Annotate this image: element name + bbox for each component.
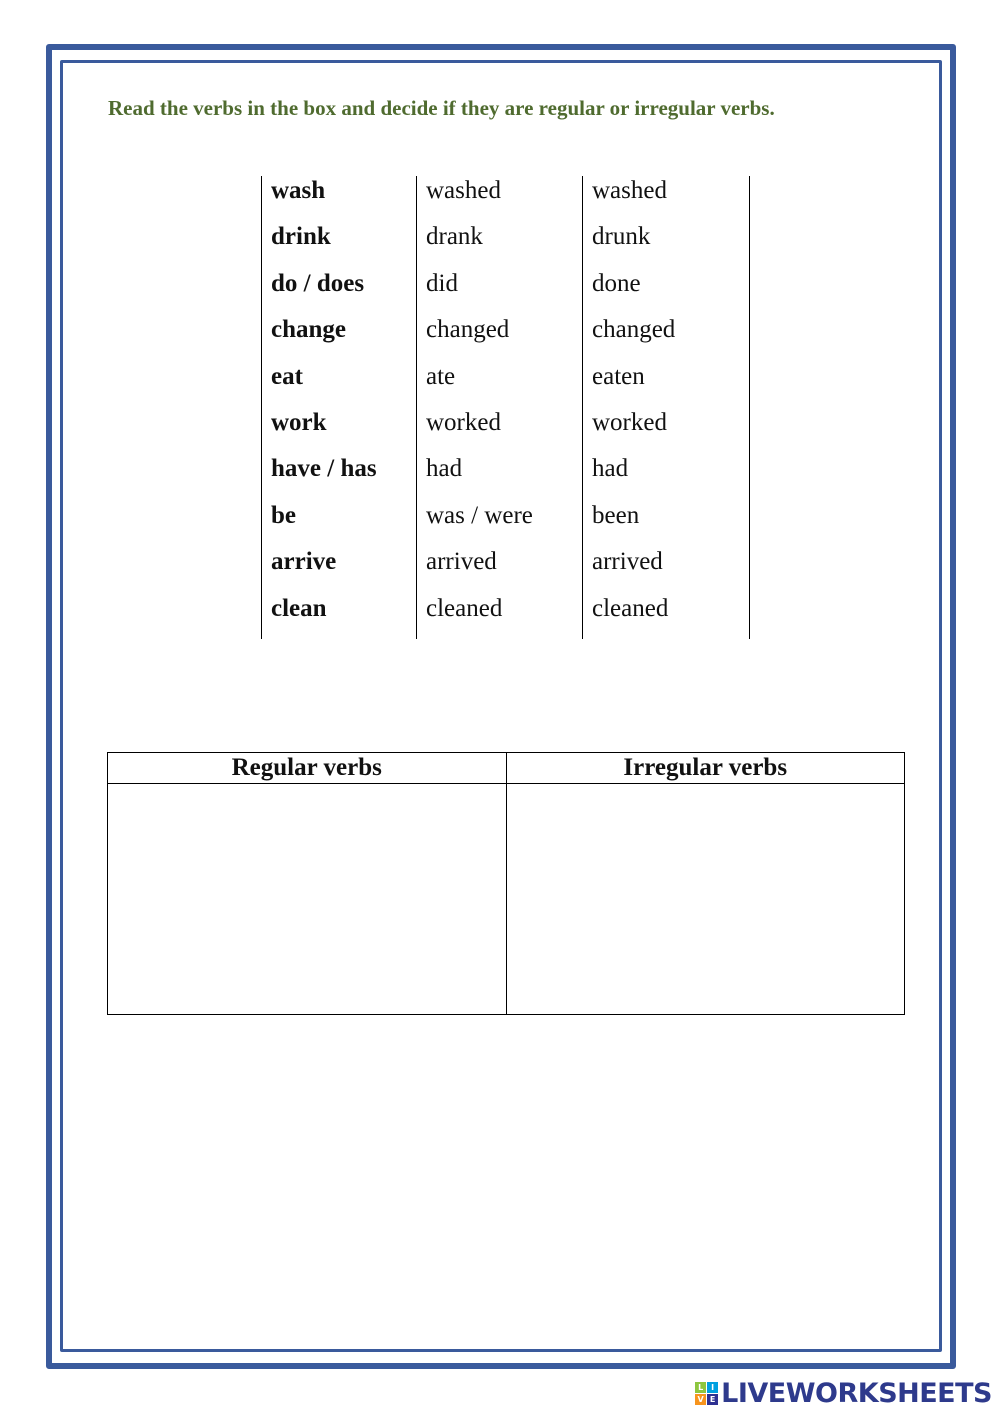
live-badge-icon — [695, 1382, 718, 1405]
irregular-verbs-drop-zone[interactable] — [506, 784, 905, 1015]
verb-base: be — [271, 501, 296, 529]
verb-participle: drunk — [592, 223, 651, 251]
verb-base: wash — [271, 177, 326, 204]
verb-past: washed — [426, 177, 501, 204]
sort-table-answer-row — [108, 784, 905, 1015]
instruction-text: Read the verbs in the box and decide if they are regular or irregular verbs. — [108, 96, 775, 120]
verb-participle: worked — [592, 408, 667, 436]
verb-column-base — [261, 176, 416, 639]
verb-past: was / were — [426, 501, 533, 529]
verb-participle: washed — [592, 177, 667, 204]
verb-past: ate — [426, 362, 456, 390]
verb-past: cleaned — [426, 594, 503, 622]
verb-column-past — [416, 176, 583, 639]
verb-past: drank — [426, 223, 483, 251]
sort-table-header-row — [108, 753, 905, 784]
verb-participle: eaten — [592, 362, 645, 390]
verb-base: drink — [271, 223, 331, 251]
badge-letter: V — [695, 1394, 706, 1405]
sort-table — [107, 752, 905, 1015]
liveworksheets-logo — [695, 1376, 992, 1410]
verb-base: arrive — [271, 548, 337, 576]
verb-column-participle — [582, 176, 750, 639]
irregular-verbs-header: Irregular verbs — [506, 753, 905, 784]
verb-base: have / has — [271, 455, 377, 483]
verb-participle: arrived — [592, 548, 663, 576]
verb-base: eat — [271, 362, 303, 390]
verb-participle: had — [592, 455, 629, 483]
verb-past: had — [426, 455, 463, 483]
badge-letter: E — [707, 1394, 718, 1405]
badge-letter: I — [707, 1382, 718, 1393]
verb-base: do / does — [271, 269, 365, 297]
verb-base: clean — [271, 594, 327, 622]
verb-participle: cleaned — [592, 594, 669, 622]
verb-past: changed — [426, 316, 510, 344]
verb-base: change — [271, 316, 346, 344]
verb-past: arrived — [426, 548, 497, 576]
regular-verbs-header: Regular verbs — [108, 753, 507, 784]
brand-text: LIVEWORKSHEETS — [721, 1377, 992, 1409]
verb-participle: changed — [592, 316, 676, 344]
verb-participle: done — [592, 269, 641, 297]
verb-base: work — [271, 408, 327, 436]
verb-past: worked — [426, 408, 501, 436]
verb-past: did — [426, 269, 458, 297]
verb-box — [261, 176, 749, 639]
badge-letter: L — [695, 1382, 706, 1393]
verb-participle: been — [592, 501, 640, 529]
regular-verbs-drop-zone[interactable] — [108, 784, 507, 1015]
